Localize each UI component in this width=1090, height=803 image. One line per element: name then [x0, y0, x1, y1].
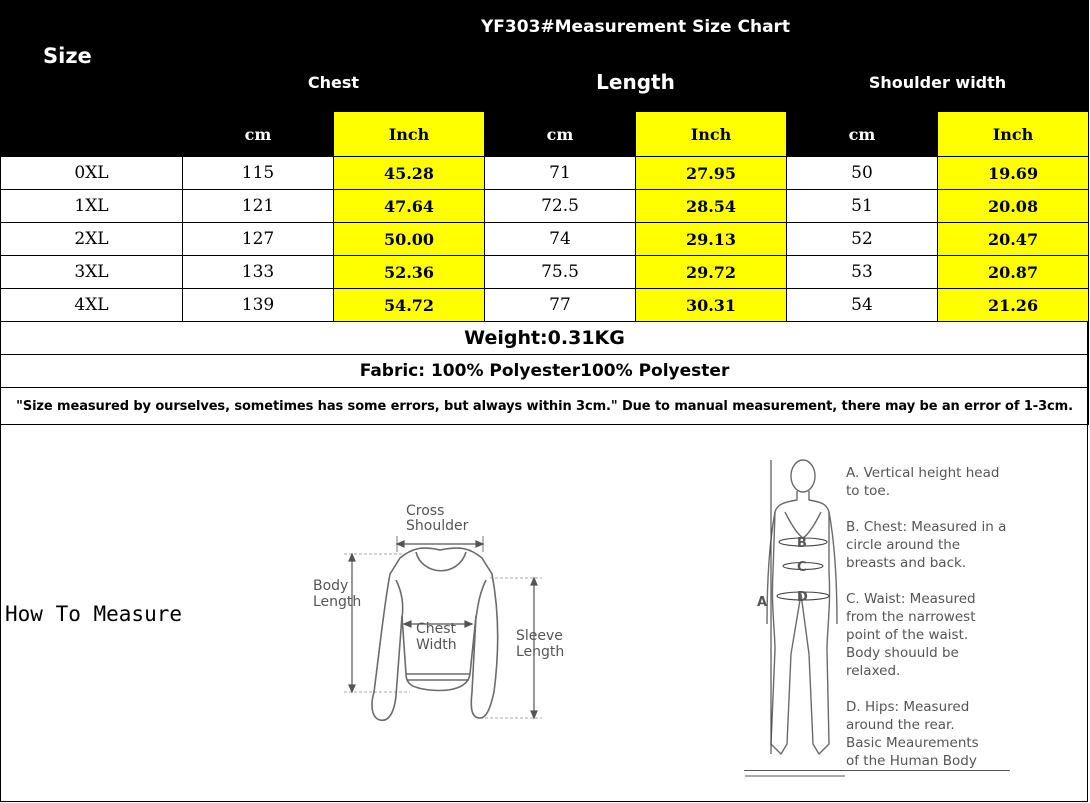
shirt-measure-diagram: [300, 496, 580, 736]
shoulder-inch-cell: 20.47: [938, 223, 1089, 256]
length-inch-cell: 30.31: [636, 289, 787, 322]
size-row: [1, 190, 1089, 223]
body-measure-legend: [846, 464, 1086, 771]
measurement-note: "Size measured by ourselves, sometimes has some errors, but always within 3cm." Due to manual measurement, there may be an error of 1-3cm.: [1, 388, 1089, 425]
size-row: [1, 157, 1089, 190]
length-inch-cell: 28.54: [636, 190, 787, 223]
shirt-hem: [406, 674, 470, 680]
shoulder-inch-cell: 20.87: [938, 256, 1089, 289]
legend-item-c: C. Waist: Measured from the narrowest point of the waist. Body shouuld be relaxed.: [846, 591, 976, 679]
size-cell: 1XL: [1, 190, 183, 223]
shoulder-inch-cell: 19.69: [938, 157, 1089, 190]
length-inch-header: Inch: [636, 112, 787, 157]
legend-item-b: B. Chest: Measured in a circle around the breasts and back.: [846, 519, 1007, 571]
chest-inch-header: Inch: [334, 112, 485, 157]
length-inch-cell: 29.13: [636, 223, 787, 256]
chest-cm-cell: 133: [183, 256, 334, 289]
legend-item-a: A. Vertical height head to toe.: [846, 465, 1000, 499]
length-inch-cell: 29.72: [636, 256, 787, 289]
sleeve-length-label-2: Length: [516, 644, 565, 660]
how-to-measure-section: [0, 426, 1088, 802]
shoulder-cm-header: cm: [787, 112, 938, 157]
size-cell: 3XL: [1, 256, 183, 289]
shoulder-cm-cell: 51: [787, 190, 938, 223]
chest-inch-cell: 45.28: [334, 157, 485, 190]
size-header-spacer: [1, 112, 183, 157]
chest-inch-cell: 47.64: [334, 190, 485, 223]
chest-cm-header: cm: [183, 112, 334, 157]
cross-shoulder-label-1: Cross: [406, 503, 445, 519]
size-cell: 0XL: [1, 157, 183, 190]
size-cell: 4XL: [1, 289, 183, 322]
length-inch-cell: 27.95: [636, 157, 787, 190]
sleeve-length-label-1: Sleeve: [516, 628, 563, 644]
size-row: [1, 223, 1089, 256]
chest-cm-cell: 121: [183, 190, 334, 223]
length-cm-cell: 77: [485, 289, 636, 322]
size-row: [1, 256, 1089, 289]
body-length-label-1: Body: [313, 578, 349, 594]
length-header: Length: [485, 53, 787, 112]
figure-head: [791, 460, 815, 492]
weight-row: Weight:0.31KG: [1, 322, 1089, 355]
size-row: [1, 289, 1089, 322]
chest-width-label-1: Chest: [416, 621, 457, 637]
shirt-collar: [416, 552, 466, 571]
length-cm-header: cm: [485, 112, 636, 157]
shoulder-cm-cell: 50: [787, 157, 938, 190]
shoulder-width-header: Shoulder width: [787, 53, 1089, 112]
length-cm-cell: 72.5: [485, 190, 636, 223]
legend-item-d: D. Hips: Measured around the rear. Basic Meaurements of the Human Body: [744, 698, 1010, 771]
length-cm-cell: 74: [485, 223, 636, 256]
shirt-sleeve-seam: [396, 580, 486, 618]
shoulder-cm-cell: 53: [787, 256, 938, 289]
body-label-d: D: [797, 590, 808, 605]
shoulder-inch-cell: 21.26: [938, 289, 1089, 322]
chart-title: YF303#Measurement Size Chart: [183, 1, 1089, 53]
figure-bust: [785, 512, 821, 538]
length-cm-cell: 71: [485, 157, 636, 190]
body-length-label-2: Length: [313, 594, 362, 610]
shoulder-cm-cell: 52: [787, 223, 938, 256]
chest-inch-cell: 50.00: [334, 223, 485, 256]
body-label-a: A: [757, 595, 768, 610]
body-label-c: C: [797, 560, 807, 575]
body-label-b: B: [797, 536, 807, 551]
how-to-measure-title: How To Measure: [5, 602, 183, 626]
shoulder-inch-header: Inch: [938, 112, 1089, 157]
shoulder-cm-cell: 54: [787, 289, 938, 322]
chest-header: Chest: [183, 53, 485, 112]
chest-cm-cell: 115: [183, 157, 334, 190]
length-cm-cell: 75.5: [485, 256, 636, 289]
chest-cm-cell: 127: [183, 223, 334, 256]
cross-shoulder-label-2: Shoulder: [406, 518, 469, 534]
size-header: Size: [1, 1, 183, 112]
fabric-row: Fabric: 100% Polyester100% Polyester: [1, 355, 1089, 388]
chest-cm-cell: 139: [183, 289, 334, 322]
size-cell: 2XL: [1, 223, 183, 256]
chest-inch-cell: 52.36: [334, 256, 485, 289]
chest-inch-cell: 54.72: [334, 289, 485, 322]
shoulder-inch-cell: 20.08: [938, 190, 1089, 223]
chest-width-label-2: Width: [416, 637, 457, 653]
